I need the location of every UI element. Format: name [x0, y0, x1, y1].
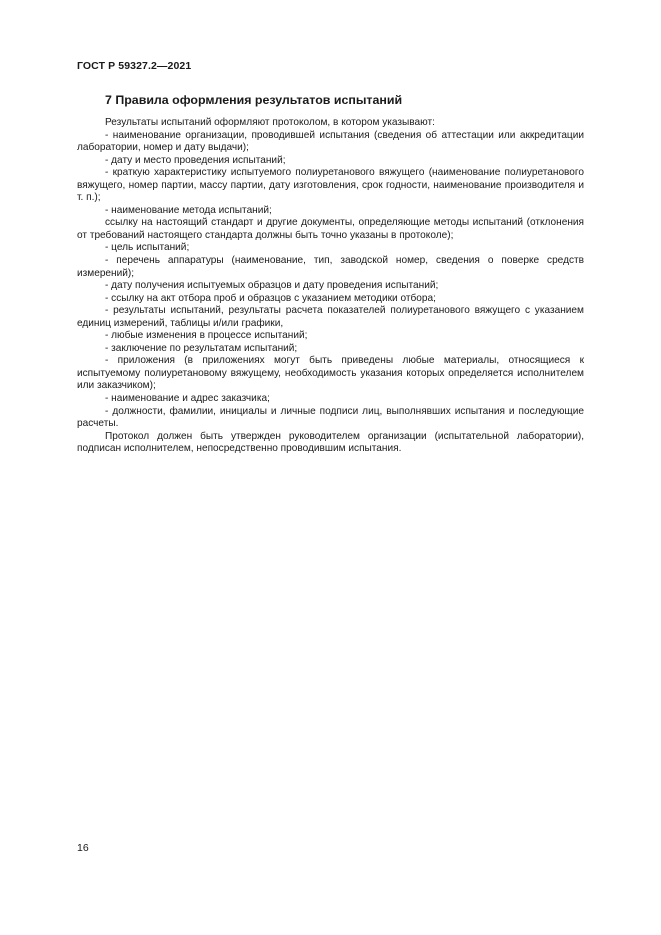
- list-item-appendices: - приложения (в приложениях могут быть приведены любые материалы, относящиеся к испытуемому полиуретановому вяжущему, необходимость указания которых определяется исполнителем или заказчиком);: [77, 355, 584, 392]
- list-item-organization: - наименование организации, проводившей испытания (сведения об аттестации или аккредитации лаборатории, номер и дату выдачи);: [77, 129, 584, 154]
- list-item-date-place: - дату и место проведения испытаний;: [105, 154, 286, 166]
- section-body: [77, 117, 584, 456]
- document-header: ГОСТ Р 59327.2—2021: [77, 60, 192, 72]
- list-item-conclusion: - заключение по результатам испытаний;: [105, 342, 298, 354]
- list-item-standard-reference: ссылку на настоящий стандарт и другие документы, определяющие методы испытаний (отклонения от требований настоящего стандарта должны быть точно указаны в протоколе);: [77, 217, 584, 241]
- list-item-binder-description: - краткую характеристику испытуемого полиуретанового вяжущего (наименование полиуретанового вяжущего, номер партии, массу партии, дату изготовления, срок годности, наименование производителя и т. п.);: [77, 167, 584, 204]
- list-item-signatures: - должности, фамилии, инициалы и личные подписи лиц, выполнявших испытания и последующие расчеты.: [77, 405, 584, 430]
- page-number: 16: [77, 842, 89, 854]
- paragraph-approval: Протокол должен быть утвержден руководителем организации (испытательной лаборатории), подписан исполнителем, непосредственно проводившим испытания.: [77, 430, 584, 455]
- paragraph-intro: Результаты испытаний оформляют протоколом, в котором указывают:: [105, 117, 435, 128]
- list-item-customer: - наименование и адрес заказчика;: [105, 393, 270, 405]
- list-item-sampling-act: - ссылку на акт отбора проб и образцов с указанием методики отбора;: [105, 292, 436, 304]
- list-item-results: - результаты испытаний, результаты расчета показателей полиуретанового вяжущего с указанием единиц измерений, таблицы и/или графики,: [77, 305, 584, 329]
- section-title: 7 Правила оформления результатов испытаний: [105, 93, 403, 107]
- list-item-changes: - любые изменения в процессе испытаний;: [105, 330, 308, 342]
- list-item-sample-dates: - дату получения испытуемых образцов и дату проведения испытаний;: [105, 280, 439, 292]
- list-item-equipment: - перечень аппаратуры (наименование, тип, заводской номер, сведения о поверке средств измерений);: [77, 255, 584, 279]
- list-item-test-purpose: - цель испытаний;: [105, 242, 190, 254]
- list-item-test-method: - наименование метода испытаний;: [105, 204, 272, 216]
